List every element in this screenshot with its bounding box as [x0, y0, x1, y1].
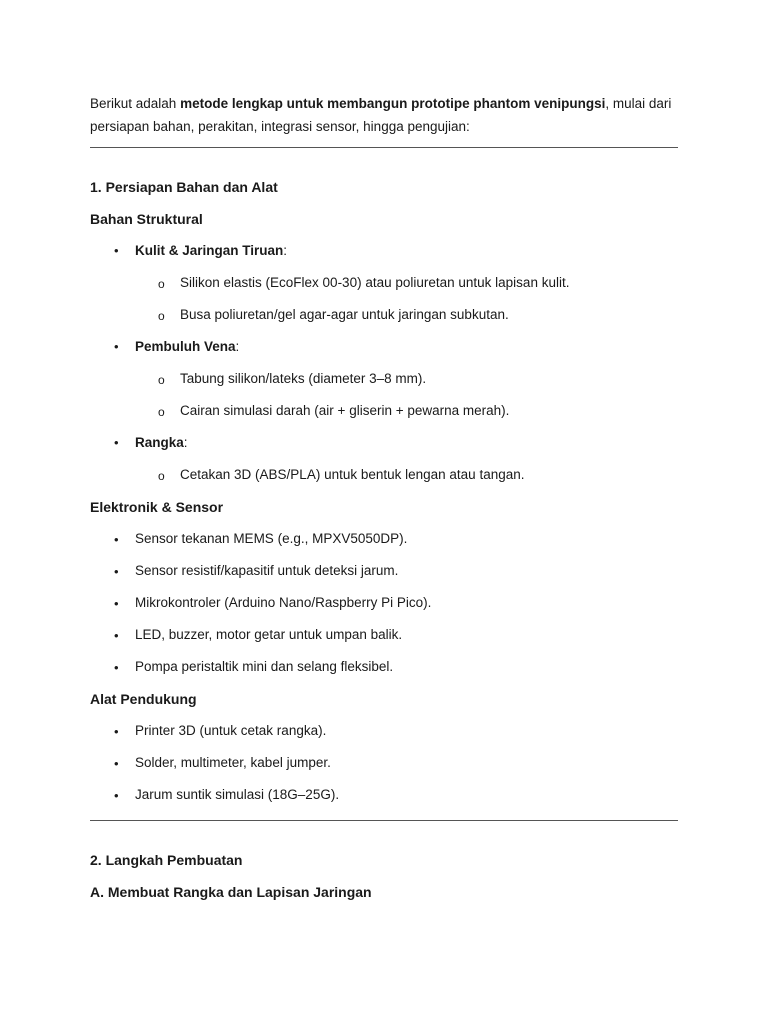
divider [90, 147, 678, 148]
intro-suffix: , mulai dari [605, 96, 672, 111]
sub-bullet-icon: o [158, 309, 165, 323]
item-label: Pembuluh Vena [135, 339, 236, 354]
list-item: Solder, multimeter, kabel jumper. [135, 755, 331, 770]
list-item: Printer 3D (untuk cetak rangka). [135, 723, 327, 738]
bullet-icon: • [114, 243, 119, 258]
sub-list-item: Silikon elastis (EcoFlex 00-30) atau poliuretan untuk lapisan kulit. [180, 275, 570, 290]
list-item: Mikrokontroler (Arduino Nano/Raspberry Pi Pico). [135, 595, 432, 610]
intro-paragraph [90, 92, 671, 138]
bahan-heading: Bahan Struktural [90, 211, 203, 227]
intro-bold: metode lengkap untuk membangun prototipe phantom venipungsi [180, 96, 606, 111]
list-item [135, 435, 188, 450]
list-item: Jarum suntik simulasi (18G–25G). [135, 787, 340, 802]
section-1-title: 1. Persiapan Bahan dan Alat [90, 179, 278, 195]
bullet-icon: • [114, 724, 119, 739]
alat-heading: Alat Pendukung [90, 691, 197, 707]
list-item: Sensor tekanan MEMS (e.g., MPXV5050DP). [135, 531, 408, 546]
list-item [135, 243, 287, 258]
section-2-title: 2. Langkah Pembuatan [90, 852, 243, 868]
item-label: Kulit & Jaringan Tiruan [135, 243, 284, 258]
bullet-icon: • [114, 756, 119, 771]
sub-list-item: Cetakan 3D (ABS/PLA) untuk bentuk lengan atau tangan. [180, 467, 525, 482]
item-colon: : [235, 339, 240, 354]
bullet-icon: • [114, 628, 119, 643]
sub-list-item: Tabung silikon/lateks (diameter 3–8 mm). [180, 371, 427, 386]
item-colon: : [183, 435, 188, 450]
intro-line-1 [90, 92, 671, 115]
sub-list-item: Busa poliuretan/gel agar-agar untuk jaringan subkutan. [180, 307, 509, 322]
sub-list-item: Cairan simulasi darah (air + gliserin + pewarna merah). [180, 403, 510, 418]
bullet-icon: • [114, 788, 119, 803]
divider [90, 820, 678, 821]
item-label: Rangka [135, 435, 184, 450]
list-item [135, 339, 239, 354]
sub-bullet-icon: o [158, 405, 165, 419]
sub-bullet-icon: o [158, 469, 165, 483]
intro-line-2: persiapan bahan, perakitan, integrasi sensor, hingga pengujian: [90, 119, 470, 134]
bullet-icon: • [114, 435, 119, 450]
bullet-icon: • [114, 660, 119, 675]
elektronik-heading: Elektronik & Sensor [90, 499, 224, 515]
bullet-icon: • [114, 532, 119, 547]
intro-prefix: Berikut adalah [90, 96, 181, 111]
sub-bullet-icon: o [158, 373, 165, 387]
item-colon: : [283, 243, 288, 258]
section-2-subtitle: A. Membuat Rangka dan Lapisan Jaringan [90, 884, 372, 900]
list-item: Pompa peristaltik mini dan selang fleksibel. [135, 659, 394, 674]
bullet-icon: • [114, 339, 119, 354]
list-item: Sensor resistif/kapasitif untuk deteksi jarum. [135, 563, 399, 578]
bullet-icon: • [114, 596, 119, 611]
bullet-icon: • [114, 564, 119, 579]
list-item: LED, buzzer, motor getar untuk umpan balik. [135, 627, 403, 642]
sub-bullet-icon: o [158, 277, 165, 291]
